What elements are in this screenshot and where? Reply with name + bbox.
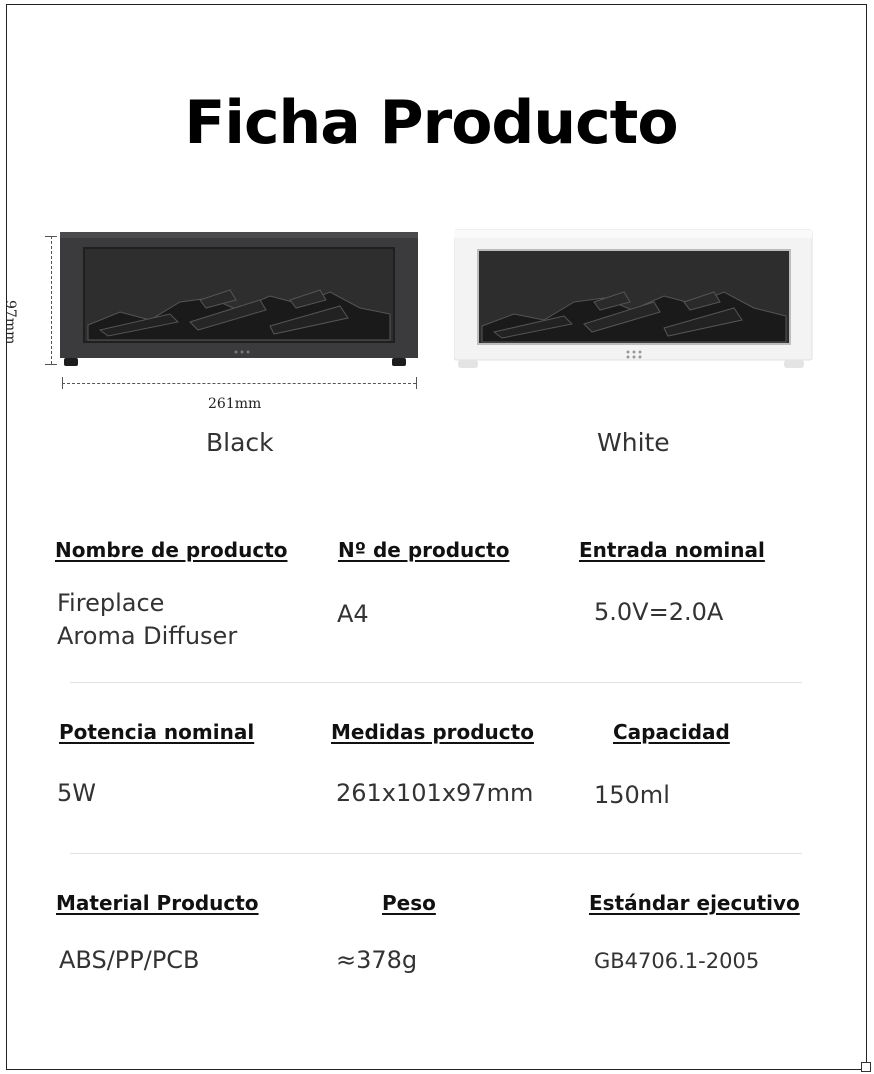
spec-value-product-dimensions: 261x101x97mm — [336, 779, 534, 807]
spec-value-nominal-input: 5.0V=2.0A — [594, 598, 724, 626]
spec-value-product-name-line2: Aroma Diffuser — [57, 622, 238, 650]
spec-header-capacity: Capacidad — [613, 720, 730, 744]
white-fireplace-image — [454, 228, 816, 370]
spec-value-nominal-power: 5W — [57, 779, 96, 807]
white-variant-label: White — [597, 428, 670, 457]
spec-header-nominal-input: Entrada nominal — [579, 538, 765, 562]
spec-value-material: ABS/PP/PCB — [59, 946, 200, 974]
spec-value-weight: ≈378g — [336, 946, 418, 974]
height-dimension-label: 97mm — [2, 300, 18, 345]
spec-header-weight: Peso — [382, 891, 436, 915]
width-dimension-cap — [62, 377, 63, 389]
black-variant-label: Black — [206, 428, 274, 457]
width-dimension-cap — [416, 377, 417, 389]
resize-handle[interactable] — [861, 1062, 871, 1072]
spec-header-product-dimensions: Medidas producto — [331, 720, 534, 744]
spec-header-material: Material Producto — [56, 891, 259, 915]
spec-header-product-number: Nº de producto — [338, 538, 510, 562]
row-divider — [70, 853, 802, 854]
spec-header-nominal-power: Potencia nominal — [59, 720, 255, 744]
spec-value-product-number: A4 — [337, 600, 369, 628]
row-divider — [70, 682, 802, 683]
spec-header-product-name: Nombre de producto — [55, 538, 288, 562]
spec-value-standard: GB4706.1-2005 — [594, 949, 760, 973]
black-fireplace-image — [60, 230, 420, 368]
spec-value-capacity: 150ml — [594, 781, 670, 809]
width-dimension-label: 261mm — [208, 396, 262, 412]
height-dimension-cap — [45, 364, 57, 365]
height-dimension-line — [51, 236, 52, 364]
spec-header-standard: Estándar ejecutivo — [589, 891, 800, 915]
width-dimension-line — [62, 383, 416, 384]
spec-value-product-name-line1: Fireplace — [57, 589, 165, 617]
page-title: Ficha Producto — [184, 88, 678, 158]
height-dimension-cap — [45, 236, 57, 237]
